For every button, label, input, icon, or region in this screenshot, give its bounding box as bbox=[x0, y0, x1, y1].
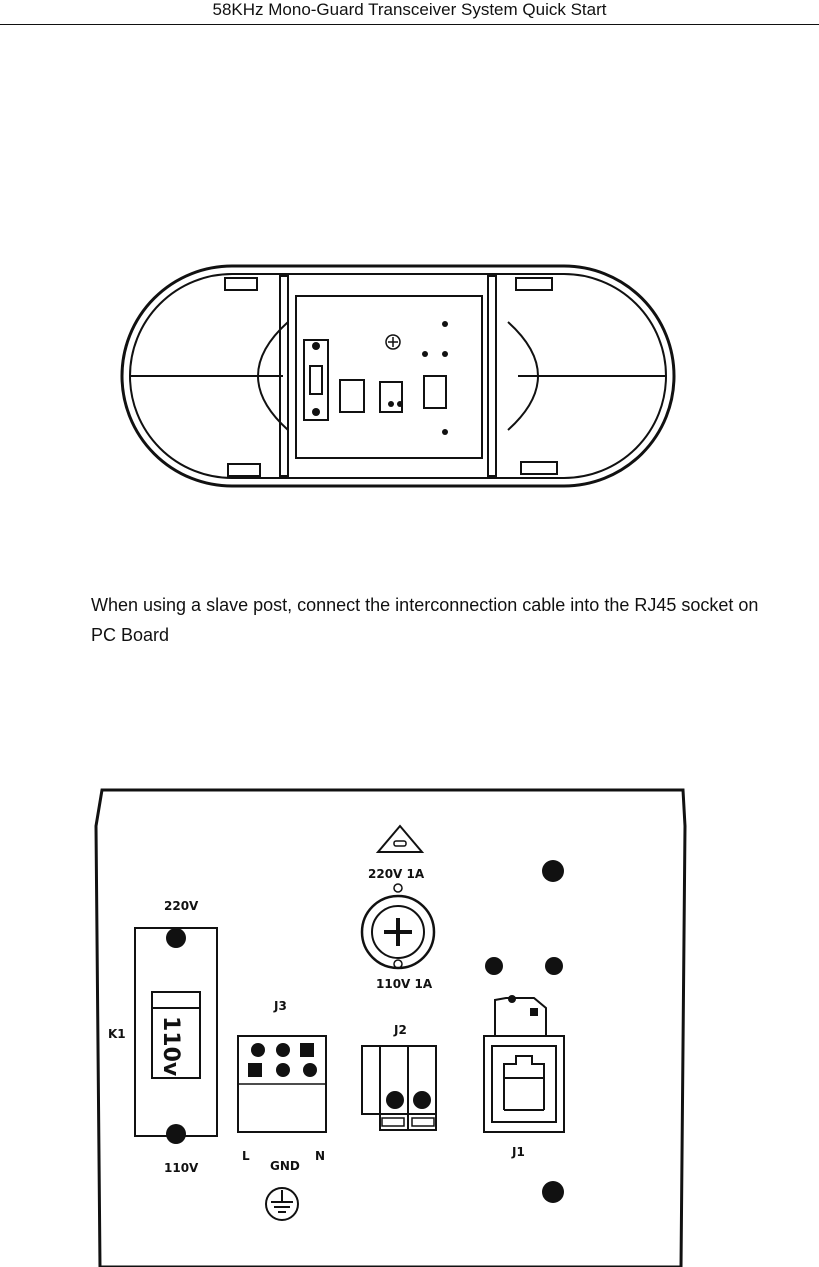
j3-n-label: N bbox=[315, 1149, 326, 1163]
fuse-holder-icon bbox=[362, 884, 434, 968]
j3-terminal-block bbox=[238, 1036, 326, 1132]
j1-label: J1 bbox=[512, 1145, 525, 1159]
j3-l-label: L bbox=[242, 1149, 250, 1163]
j3-gnd-label: GND bbox=[270, 1159, 300, 1173]
j2-label: J2 bbox=[394, 1023, 407, 1037]
mounting-hole bbox=[542, 860, 564, 882]
ground-icon bbox=[266, 1188, 298, 1220]
page-header bbox=[0, 0, 819, 25]
voltage-110-label: 110V bbox=[164, 1161, 199, 1175]
fuse-bottom-label: 110V 1A bbox=[376, 977, 433, 991]
rj45-socket-icon bbox=[484, 998, 564, 1132]
mounting-hole bbox=[485, 957, 503, 975]
caption-text: When using a slave post, connect the interconnection cable into the RJ45 socket on PC Board bbox=[91, 595, 759, 645]
switch-110v-label: 110v bbox=[158, 1016, 183, 1077]
board-outline bbox=[96, 790, 685, 1267]
pc-board-diagram bbox=[88, 786, 698, 1267]
header-title: 58KHz Mono-Guard Transceiver System Quick Start bbox=[212, 0, 607, 19]
voltage-220-label: 220V bbox=[164, 899, 199, 913]
k1-label: K1 bbox=[108, 1027, 126, 1041]
mounting-hole bbox=[542, 1181, 564, 1203]
j2-connector bbox=[362, 1046, 436, 1130]
warning-triangle-icon bbox=[378, 826, 422, 852]
fuse-top-label: 220V 1A bbox=[368, 867, 425, 881]
j3-label: J3 bbox=[274, 999, 287, 1013]
mounting-hole bbox=[545, 957, 563, 975]
housing-diagram bbox=[118, 262, 678, 490]
